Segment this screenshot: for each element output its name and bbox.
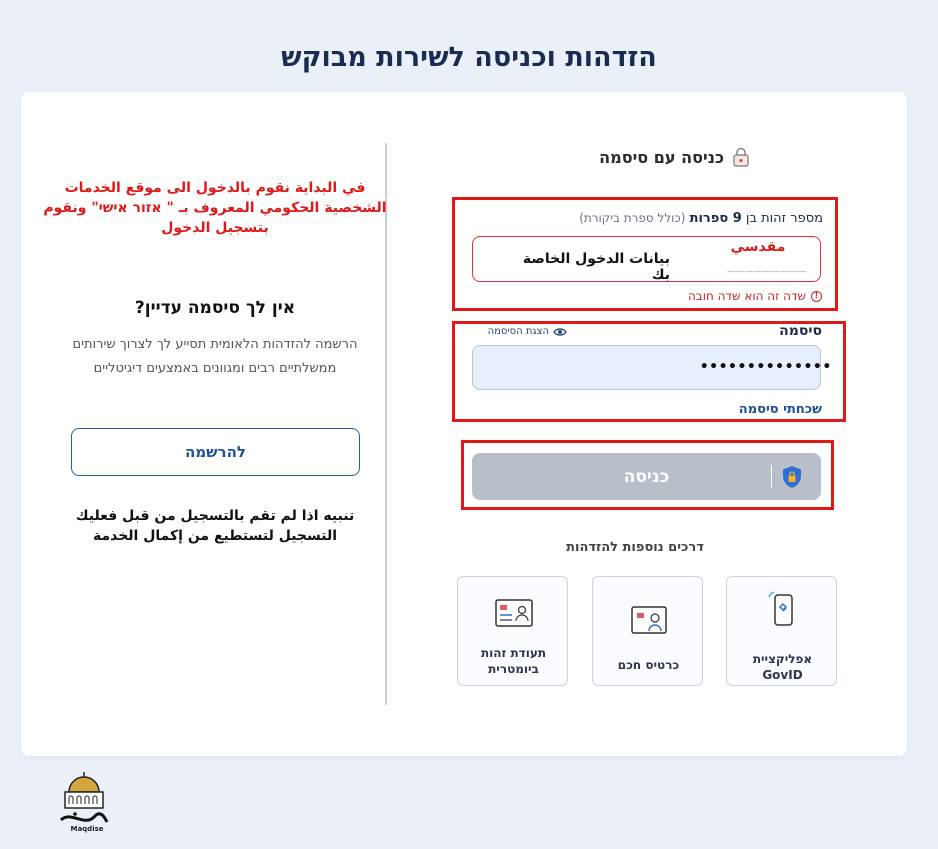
- register-description: הרשמה להזדהות הלאומית תסייע לך לצרוך שירותים ממשלתיים רבים ומגוונים באמצעים דיגיטליים: [72, 337, 358, 376]
- annotation-intro: في البداية نقوم بالدخول الى موقع الخدمات الشخصية الحكومي المعروف بـ " אזור אישי" ونقوم بتسجيل الدخول: [43, 180, 387, 236]
- password-label: סיסמה: [779, 323, 822, 339]
- show-password-text: הצגת הסיסמה: [487, 326, 549, 337]
- login-heading-text: כניסה עם סיסמה: [599, 147, 724, 167]
- logo-text: Maqdise: [70, 825, 104, 833]
- shield-icon: [781, 465, 803, 489]
- annotation-warning: تنبيه اذا لم تقم بالتسجيل من قبل فعليك التسجيل لتستطيع من إكمال الخدمة: [75, 508, 355, 544]
- annotation-credentials: بيانات الدخول الخاصة بك: [522, 251, 670, 283]
- id-card-icon: [494, 593, 534, 633]
- id-error-message: [600, 289, 822, 303]
- more-methods-title: דרכים נוספות להזדהות: [566, 540, 704, 555]
- method-smart-card[interactable]: [592, 576, 703, 686]
- id-label-prefix: מספר זהות בן: [745, 211, 823, 226]
- method-smart-card-label: כרטיס חכם: [617, 658, 680, 672]
- lock-icon: [732, 147, 750, 167]
- id-error-text: שדה זה הוא שדה חובה: [687, 289, 806, 303]
- password-value: ••••••••••••••: [700, 359, 833, 375]
- page-title: הזדהות וכניסה לשירות מבוקש: [281, 42, 657, 73]
- annotation-name: مقدسي: [730, 239, 786, 255]
- forgot-password-link[interactable]: שכחתי סיסמה: [738, 402, 822, 417]
- register-button[interactable]: להרשמה: [71, 428, 360, 476]
- id-number-value: _________: [727, 258, 807, 273]
- show-password-toggle[interactable]: [472, 326, 567, 337]
- login-button-separator: [771, 465, 772, 488]
- login-button[interactable]: כניסה: [472, 453, 821, 500]
- method-biometric-id[interactable]: [457, 576, 568, 686]
- register-title: אין לך סיסמה עדיין?: [134, 298, 296, 318]
- login-heading: [560, 145, 750, 169]
- error-icon: !: [811, 291, 822, 302]
- id-label-digits: 9 ספרות: [689, 211, 742, 226]
- phone-icon: [763, 589, 803, 629]
- method-govid-label: אפליקציית GovID: [752, 652, 813, 682]
- id-label-hint: (כולל ספרת ביקורת): [579, 211, 686, 225]
- method-biometric-id-label: תעודת זהות ביומטרית: [480, 646, 547, 676]
- method-govid-app[interactable]: [726, 576, 837, 686]
- maqdise-logo-icon: [55, 762, 113, 834]
- id-field-label: [470, 211, 823, 226]
- smart-card-icon: [629, 601, 669, 641]
- eye-icon: [553, 327, 567, 337]
